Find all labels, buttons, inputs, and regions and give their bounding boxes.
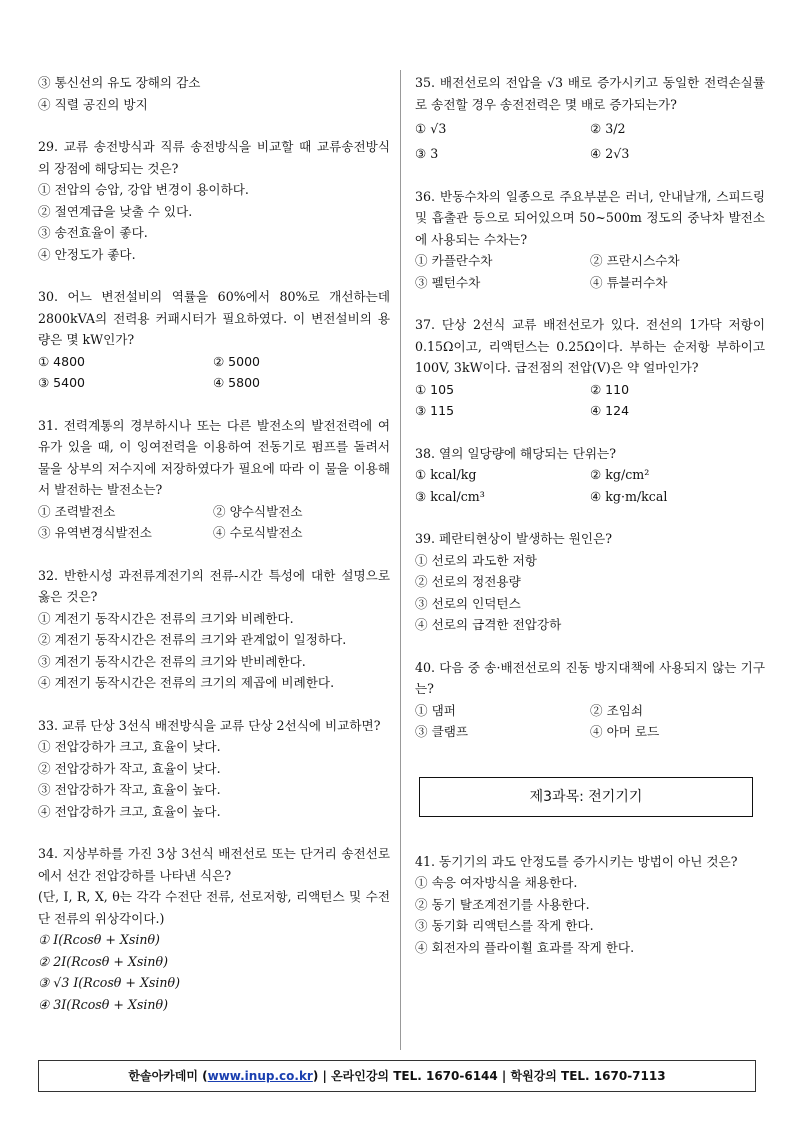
option: ② 선로의 정전용량 <box>415 574 521 589</box>
option: ① 전압강하가 크고, 효율이 낮다. <box>38 739 221 754</box>
option: ④ kg·m/kcal <box>590 488 668 504</box>
page-footer <box>38 1060 756 1092</box>
option: ② 2I(Rcosθ + Xsinθ) <box>38 953 168 969</box>
option: ② 절연계급을 낮출 수 있다. <box>38 203 193 219</box>
option: ③ 5400 <box>38 375 85 390</box>
question-stem: 34. 지상부하를 가진 3상 3선식 배전선로 또는 단거리 송전선로에서 선간 전압강하를 나타낸 식은? <box>38 846 390 883</box>
option: ④ 안정도가 좋다. <box>38 246 136 262</box>
option: ① 조력발전소 <box>38 503 116 519</box>
option: ④ 튜블러수차 <box>590 274 668 290</box>
question-stem: 30. 어느 변전설비의 역률을 60%에서 80%로 개선하는데 2800kVA의 전력용 커패시터가 필요하였다. 이 변전설비의 용량은 몇 kW인가? <box>38 289 390 347</box>
option: ① 105 <box>415 381 455 397</box>
option: ④ 수로식발전소 <box>213 525 303 540</box>
question-29 <box>38 136 390 265</box>
option: ④ 계전기 동작시간은 전류의 크기의 제곱에 비례한다. <box>38 675 335 690</box>
question-stem: 29. 교류 송전방식과 직류 송전방식을 비교할 때 교류송전방식의 장점에 해당되는 것은? <box>38 139 390 176</box>
option: ④ 직렬 공진의 방지 <box>38 96 148 112</box>
option: ② 3/2 <box>590 121 626 136</box>
question-stem: 36. 반동수차의 일종으로 주요부분은 러너, 안내날개, 스피드링 및 흡출관 등으로 되어있으며 50~500m 정도의 중낙차 발전소에 사용되는 수차는? <box>415 188 765 247</box>
option: ④ 3I(Rcosθ + Xsinθ) <box>38 996 168 1012</box>
right-column <box>415 72 765 979</box>
question-stem: 37. 단상 2선식 교류 배전선로가 있다. 전선의 1가닥 저항이 0.15Ω이고, 리액턴스는 0.25Ω이다. 부하는 순저항 부하이고 100V, 3kW이다. 급전점의 전압(V)은 약 얼마인가? <box>415 317 765 375</box>
option: ④ 전압강하가 크고, 효율이 높다. <box>38 803 221 819</box>
question-41 <box>415 851 765 959</box>
question-39 <box>415 528 765 636</box>
option: ④ 2√3 <box>590 146 630 161</box>
option: ③ 선로의 인덕턴스 <box>415 595 521 611</box>
website-link[interactable]: www.inup.co.kr <box>207 1069 313 1083</box>
option: ② 전압강하가 작고, 효율이 낮다. <box>38 760 221 776</box>
option: ① 속응 여자방식을 채용한다. <box>415 875 578 890</box>
option: ④ 회전자의 플라이휠 효과를 작게 한다. <box>415 939 635 955</box>
option: ① 전압의 승압, 강압 변경이 용이하다. <box>38 182 249 197</box>
question-32 <box>38 565 390 694</box>
question-35 <box>415 72 765 165</box>
question-stem: 38. 열의 일당량에 해당되는 단위는? <box>415 445 616 461</box>
question-stem: 31. 전력계통의 경부하시나 또는 다른 발전소의 발전전력에 여유가 있을 때, 이 잉여전력을 이용하여 전동기로 펌프를 돌려서 물을 상부의 저수지에 저장하였다가 필요에 따라 이 물을 이용해서 발전하는 발전소는? <box>38 417 390 497</box>
question-note: (단, I, R, X, θ는 각각 수전단 전류, 선로저항, 리액턴스 및 수전단 전류의 위상각이다.) <box>38 889 390 926</box>
option: ③ 유역변경식발전소 <box>38 525 152 540</box>
option: ① 선로의 과도한 저항 <box>415 552 537 568</box>
question-33 <box>38 715 390 823</box>
option: ④ 아머 로드 <box>590 724 660 739</box>
option: ② 프란시스수차 <box>590 253 680 268</box>
question-stem: 32. 반한시성 과전류계전기의 전류-시간 특성에 대한 설명으로 옳은 것은? <box>38 567 390 604</box>
footer-prefix: 한솔아카데미 ( <box>128 1069 208 1083</box>
question-stem: 41. 동기기의 과도 안정도를 증가시키는 방법이 아닌 것은? <box>415 853 738 869</box>
option: ③ 전압강하가 작고, 효율이 높다. <box>38 782 221 797</box>
option: ③ 클램프 <box>415 724 469 739</box>
option: ① 4800 <box>38 353 85 369</box>
option: ③ kcal/cm³ <box>415 488 485 504</box>
option: ③ 펠턴수차 <box>415 274 481 290</box>
option: ① kcal/kg <box>415 467 477 482</box>
left-column <box>38 72 390 1036</box>
question-36 <box>415 186 765 294</box>
option: ④ 5800 <box>213 375 260 390</box>
option: ① 댐퍼 <box>415 702 456 718</box>
question-stem: 35. 배전선로의 전압을 √3 배로 증가시키고 동일한 전력손실률로 송전할 경우 송전전력은 몇 배로 증가되는가? <box>415 75 765 112</box>
option: ② 5000 <box>213 353 260 369</box>
question-stem: 40. 다음 중 송·배전선로의 진동 방지대책에 사용되지 않는 기구는? <box>415 659 765 696</box>
option: ③ 115 <box>415 403 455 418</box>
question-40 <box>415 657 765 743</box>
option: ② 조임쇠 <box>590 702 644 718</box>
option: ② 계전기 동작시간은 전류의 크기와 관계없이 일정하다. <box>38 632 347 647</box>
option: ② kg/cm² <box>590 467 650 482</box>
option: ② 양수식발전소 <box>213 503 303 519</box>
option: ③ 동기화 리액턴스를 작게 한다. <box>415 918 594 933</box>
option: ③ √3 I(Rcosθ + Xsinθ) <box>38 975 181 990</box>
question-30 <box>38 286 390 394</box>
column-divider <box>400 70 401 1050</box>
option: ③ 계전기 동작시간은 전류의 크기와 반비례한다. <box>38 653 306 669</box>
question-37 <box>415 314 765 422</box>
option: ③ 송전효율이 좋다. <box>38 225 148 240</box>
option: ① √3 <box>415 121 447 136</box>
option: ① 카플란수차 <box>415 253 493 268</box>
option: ③ 3 <box>415 146 439 161</box>
question-28-tail <box>38 72 390 115</box>
option: ② 110 <box>590 381 630 397</box>
question-stem: 33. 교류 단상 3선식 배전방식을 교류 단상 2선식에 비교하면? <box>38 717 381 733</box>
option: ① I(Rcosθ + Xsinθ) <box>38 932 160 947</box>
option: ① 계전기 동작시간은 전류의 크기와 비례한다. <box>38 610 294 626</box>
section-title: 제3과목: 전기기기 <box>419 777 753 817</box>
option: ④ 선로의 급격한 전압강하 <box>415 617 562 632</box>
footer-suffix: ) | 온라인강의 TEL. 1670-6144 | 학원강의 TEL. 1670-7113 <box>312 1069 666 1083</box>
option: ④ 124 <box>590 403 630 418</box>
question-34 <box>38 843 390 1015</box>
question-stem: 39. 페란티현상이 발생하는 원인은? <box>415 531 612 546</box>
option: ③ 통신선의 유도 장해의 감소 <box>38 75 201 90</box>
option: ② 동기 탈조계전기를 사용한다. <box>415 896 590 912</box>
question-31 <box>38 415 390 544</box>
question-38 <box>415 443 765 508</box>
